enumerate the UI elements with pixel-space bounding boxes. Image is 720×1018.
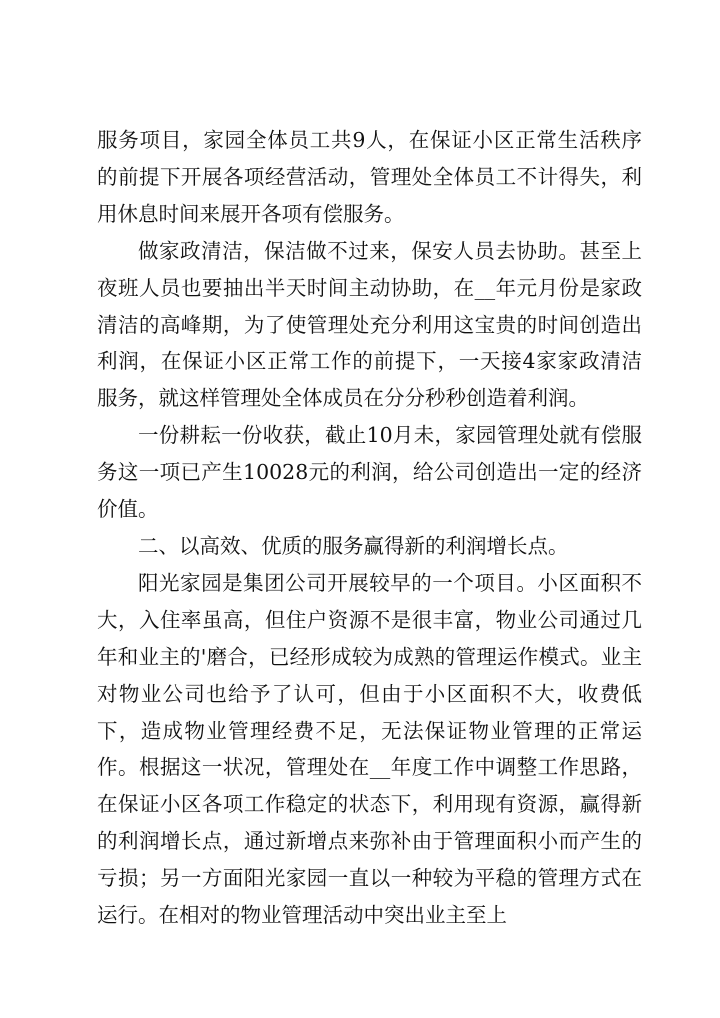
paragraph-3: 一份耕耘一份收获，截止10月未，家园管理处就有偿服务这一项已产生10028元的利润，给公司创造出一定的经济价值。 xyxy=(97,423,642,522)
document-body xyxy=(97,122,642,934)
paragraph-5: 阳光家园是集团公司开展较早的一个项目。小区面积不大，入住率虽高，但住户资源不是很丰富，物业公司通过几年和业主的'磨合，已经形成较为成熟的管理运作模式。业主对物业公司也给予了认可，但由于小区面积不大，收费低下，造成物业管理经费不足，无法保证物业管理的正常运作。根据这一状况，管理处在__年度工作中调整工作思路，在保证小区各项工作稳定的状态下，利用现有资源，赢得新的利润增长点，通过新增点来弥补由于管理面积小而产生的亏损；另一方面阳光家园一直以一种较为平稳的管理方式在运行。在相对的物业管理活动中突出业主至上 xyxy=(97,570,642,928)
paragraph-1: 服务项目，家园全体员工共9人，在保证小区正常生活秩序的前提下开展各项经营活动，管理处全体员工不计得失，利用休息时间来展开各项有偿服务。 xyxy=(97,128,642,226)
paragraph-2: 做家政清洁，保洁做不过来，保安人员去协助。甚至上夜班人员也要抽出半天时间主动协助，在__年元月份是家政清洁的高峰期，为了使管理处充分利用这宝贵的时间创造出利润，在保证小区正常工作的前提下，一天接4家家政清洁服务，就这样管理处全体成员在分分秒秒创造着利润。 xyxy=(97,238,642,411)
paragraph-4-heading: 二、以高效、优质的服务赢得新的利润增长点。 xyxy=(138,533,569,558)
